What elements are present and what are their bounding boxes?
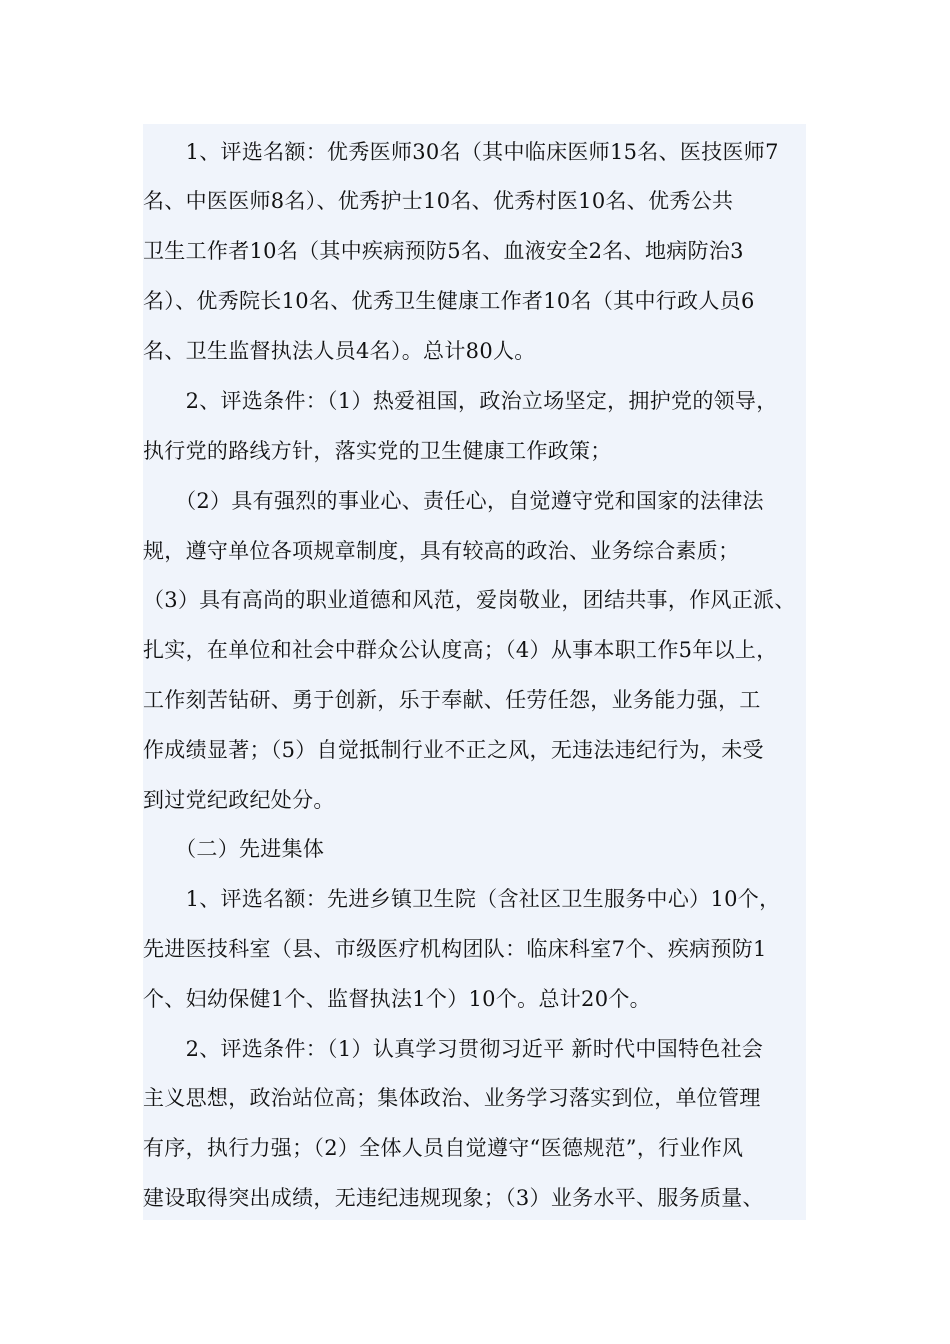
paragraph-line: 2、评选条件：（1）认真学习贯彻习近平 新时代中国特色社会 [143, 1037, 764, 1061]
paragraph-line: （2）具有强烈的事业心、责任心，自觉遵守党和国家的法律法 [143, 489, 764, 513]
paragraph-line: 执行党的路线方针，落实党的卫生健康工作政策； [143, 439, 612, 463]
paragraph-line: 到过党纪政纪处分。 [143, 788, 335, 812]
paragraph-line: 1、评选名额：优秀医师30名（其中临床医师15名、医技医师7 [143, 140, 779, 164]
paragraph-line: 作成绩显著；（5）自觉抵制行业不正之风，无违法违纪行为，未受 [143, 738, 764, 762]
paragraph-line: 名）、优秀院长10名、优秀卫生健康工作者10名（其中行政人员6 [143, 289, 755, 313]
paragraph-line: （3）具有高尚的职业道德和风范，爱岗敬业，团结共事，作风正派、 [143, 583, 796, 617]
section-heading: （二）先进集体 [143, 837, 325, 861]
paragraph-line: 2、评选条件：（1）热爱祖国，政治立场坚定，拥护党的领导， [143, 389, 778, 413]
paragraph-line: 个、妇幼保健1个、监督执法1个）10个。总计20个。 [143, 987, 651, 1011]
paragraph-line: 卫生工作者10名（其中疾病预防5名、血液安全2名、地病防治3 [143, 239, 744, 263]
paragraph-line: 主义思想，政治站位高；集体政治、业务学习落实到位，单位管理 [143, 1086, 761, 1110]
paragraph-line: 先进医技科室（县、市级医疗机构团队：临床科室7个、疾病预防1 [143, 937, 767, 961]
paragraph-line: 扎实，在单位和社会中群众公认度高；（4）从事本职工作5年以上， [143, 633, 778, 667]
paragraph-line: 有序，执行力强；（2）全体人员自觉遵守“医德规范”，行业作风 [143, 1136, 744, 1160]
paragraph-line: 名、中医医师8名）、优秀护士10名、优秀村医10名、优秀公共 [143, 189, 734, 213]
paragraph-line: 规，遵守单位各项规章制度，具有较高的政治、业务综合素质； [143, 539, 740, 563]
paragraph-line: 工作刻苦钻研、勇于创新，乐于奉献、任劳任怨，业务能力强，工 [143, 688, 761, 712]
paragraph-line: 建设取得突出成绩，无违纪违规现象；（3）业务水平、服务质量、 [143, 1186, 764, 1210]
paragraph-line: 1、评选名额：先进乡镇卫生院（含社区卫生服务中心）10个， [143, 887, 781, 911]
paragraph-line: 名、卫生监督执法人员4名）。总计80人。 [143, 339, 536, 363]
